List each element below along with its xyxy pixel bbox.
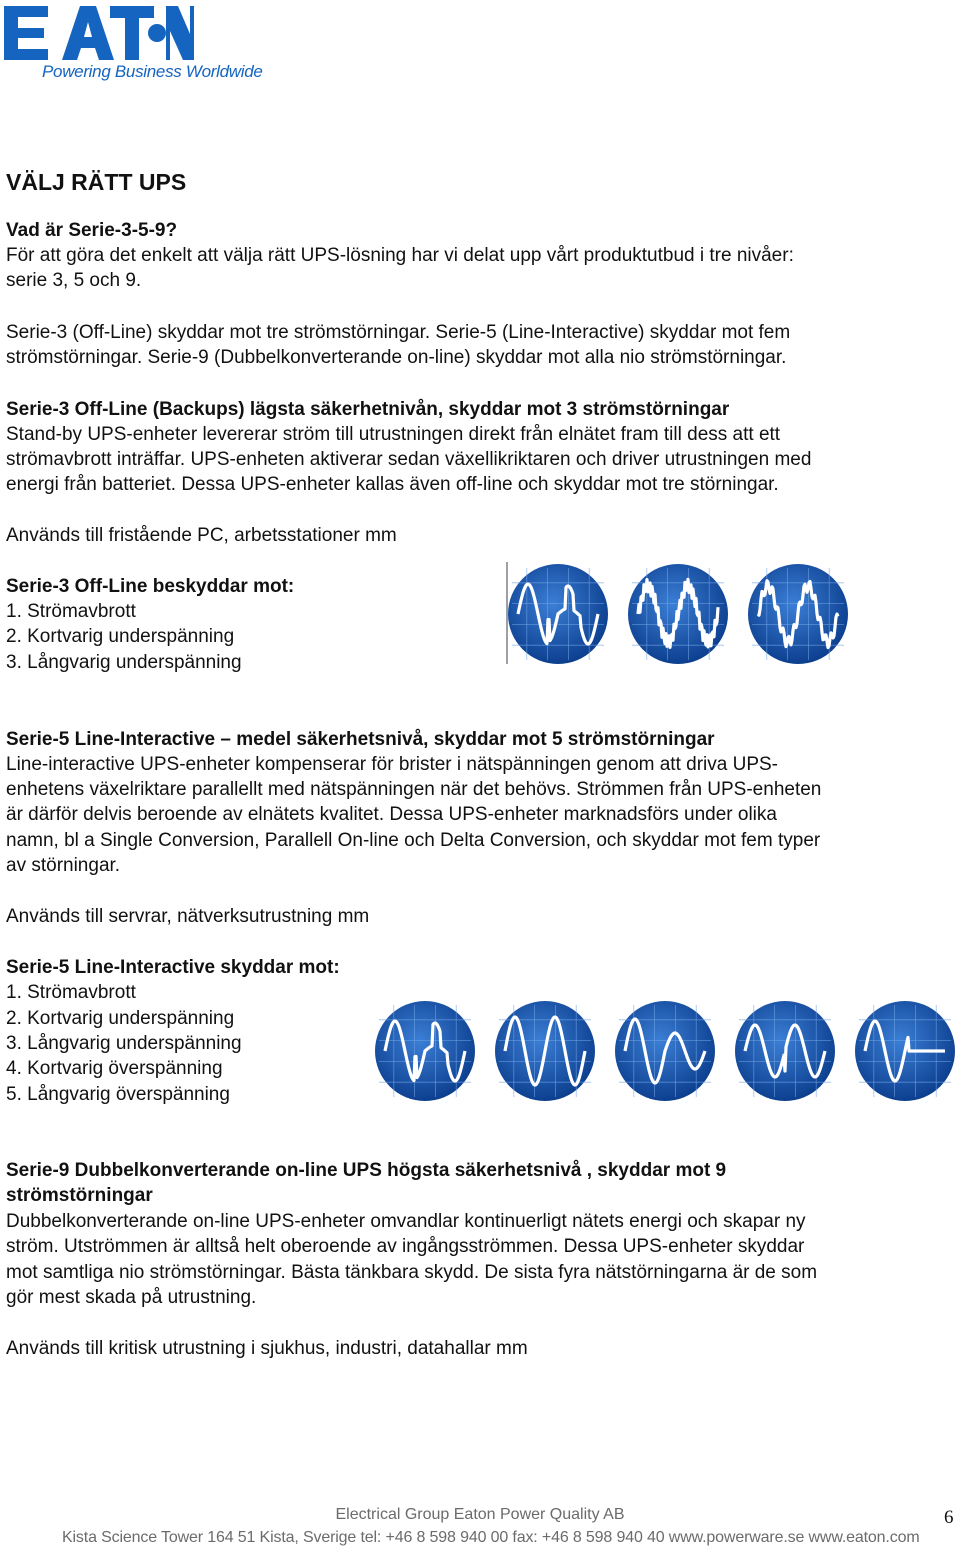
s5-body-line-2: enhetens växelriktare parallellt med nätspänningen när det behövs. Strömmen från UPS-enheten: [6, 779, 822, 800]
s5-list-item-1: 1. Strömavbrott: [6, 982, 136, 1003]
s9-usage: Används till kritisk utrustning i sjukhus, industri, datahallar mm: [6, 1338, 528, 1359]
s5-body-line-3: är därför delvis beroende av elnätets kvalitet. Dessa UPS-enheter marknadsförs under olika: [6, 804, 777, 825]
s5-waveform-row: [373, 999, 957, 1103]
waveform-outage-icon: [373, 999, 477, 1103]
s9-heading-line-2: strömstörningar: [6, 1185, 153, 1206]
footer-company: Electrical Group Eaton Power Quality AB: [335, 1506, 625, 1523]
s3-body-line-1: Stand-by UPS-enheter levererar ström till utrustningen direkt från elnätet fram till dess att ett: [6, 424, 781, 445]
waveform-outage-icon: [506, 562, 610, 666]
waveform-overvoltage-icon: [853, 999, 957, 1103]
s5-list-item-4: 4. Kortvarig överspänning: [6, 1058, 223, 1079]
s3-protects-heading: Serie-3 Off-Line beskyddar mot:: [6, 576, 295, 597]
page-title: VÄLJ RÄTT UPS: [6, 169, 187, 195]
intro-line-1: För att göra det enkelt att välja rätt UPS-lösning har vi delat upp vårt produktutbud i tre nivåer:: [6, 245, 794, 266]
eaton-wordmark-icon: [4, 4, 194, 62]
waveform-sag-icon: [493, 999, 597, 1103]
s3-list-item-3: 3. Långvarig underspänning: [6, 652, 242, 673]
s3-body-line-3: energi från batteriet. Dessa UPS-enheter kallas även off-line och skyddar mot tre störningar.: [6, 474, 779, 495]
s3-heading: Serie-3 Off-Line (Backups) lägsta säkerhetnivån, skyddar mot 3 strömstörningar: [6, 399, 730, 420]
s3-body-line-2: strömavbrott inträffar. UPS-enheten aktiverar sedan växellikriktaren och driver utrustningen med: [6, 449, 812, 470]
waveform-undervoltage-icon: [746, 562, 850, 666]
s5-protects-heading: Serie-5 Line-Interactive skyddar mot:: [6, 957, 340, 978]
intro-line-2: serie 3, 5 och 9.: [6, 270, 142, 291]
s5-list-item-3: 3. Långvarig underspänning: [6, 1033, 242, 1054]
s5-usage: Används till servrar, nätverksutrustning mm: [6, 906, 370, 927]
s9-body-line-3: mot samtliga nio strömstörningar. Bästa tänkbara skydd. De sista fyra nätstörningarna är de som: [6, 1262, 818, 1283]
s9-body-line-1: Dubbelkonverterande on-line UPS-enheter omvandlar kontinuerligt nätets energi och skapar ny: [6, 1211, 806, 1232]
s3-waveform-row: [506, 562, 866, 666]
summary-line-2: strömstörningar. Serie-9 (Dubbelkonverterande on-line) skyddar mot alla nio strömstörningar.: [6, 347, 787, 368]
waveform-undervoltage-icon: [613, 999, 717, 1103]
s9-body-line-2: ström. Utströmmen är alltså helt oberoende av ingångsströmmen. Dessa UPS-enheter skyddar: [6, 1236, 805, 1257]
s5-body-line-5: av störningar.: [6, 855, 121, 876]
summary-line-1: Serie-3 (Off-Line) skyddar mot tre strömstörningar. Serie-5 (Line-Interactive) skyddar mot fem: [6, 322, 791, 343]
s5-list-item-2: 2. Kortvarig underspänning: [6, 1008, 235, 1029]
s9-body-line-4: gör mest skada på utrustning.: [6, 1287, 257, 1308]
waveform-sag-icon: [626, 562, 730, 666]
s3-list-item-2: 2. Kortvarig underspänning: [6, 626, 235, 647]
page-number: 6: [944, 1507, 954, 1528]
s5-heading: Serie-5 Line-Interactive – medel säkerhetsnivå, skyddar mot 5 strömstörningar: [6, 729, 715, 750]
s5-body-line-1: Line-interactive UPS-enheter kompenserar för brister i nätspänningen genom att driva UPS-: [6, 754, 778, 775]
s5-body-line-4: namn, bl a Single Conversion, Parallell On-line och Delta Conversion, och skyddar mot fem typer: [6, 830, 821, 851]
s3-list-item-1: 1. Strömavbrott: [6, 601, 136, 622]
s5-list-item-5: 5. Långvarig överspänning: [6, 1084, 230, 1105]
brand-tagline: Powering Business Worldwide: [42, 62, 263, 81]
s9-heading-line-1: Serie-9 Dubbelkonverterande on-line UPS högsta säkerhetsnivå , skyddar mot 9: [6, 1160, 727, 1181]
s3-usage: Används till fristående PC, arbetsstationer mm: [6, 525, 397, 546]
waveform-surge-icon: [733, 999, 837, 1103]
intro-heading: Vad är Serie-3-5-9?: [6, 220, 178, 241]
footer-address: Kista Science Tower 164 51 Kista, Sverige tel: +46 8 598 940 00 fax: +46 8 598 940 40 www.powerware.se www.eaton.com: [62, 1529, 920, 1546]
